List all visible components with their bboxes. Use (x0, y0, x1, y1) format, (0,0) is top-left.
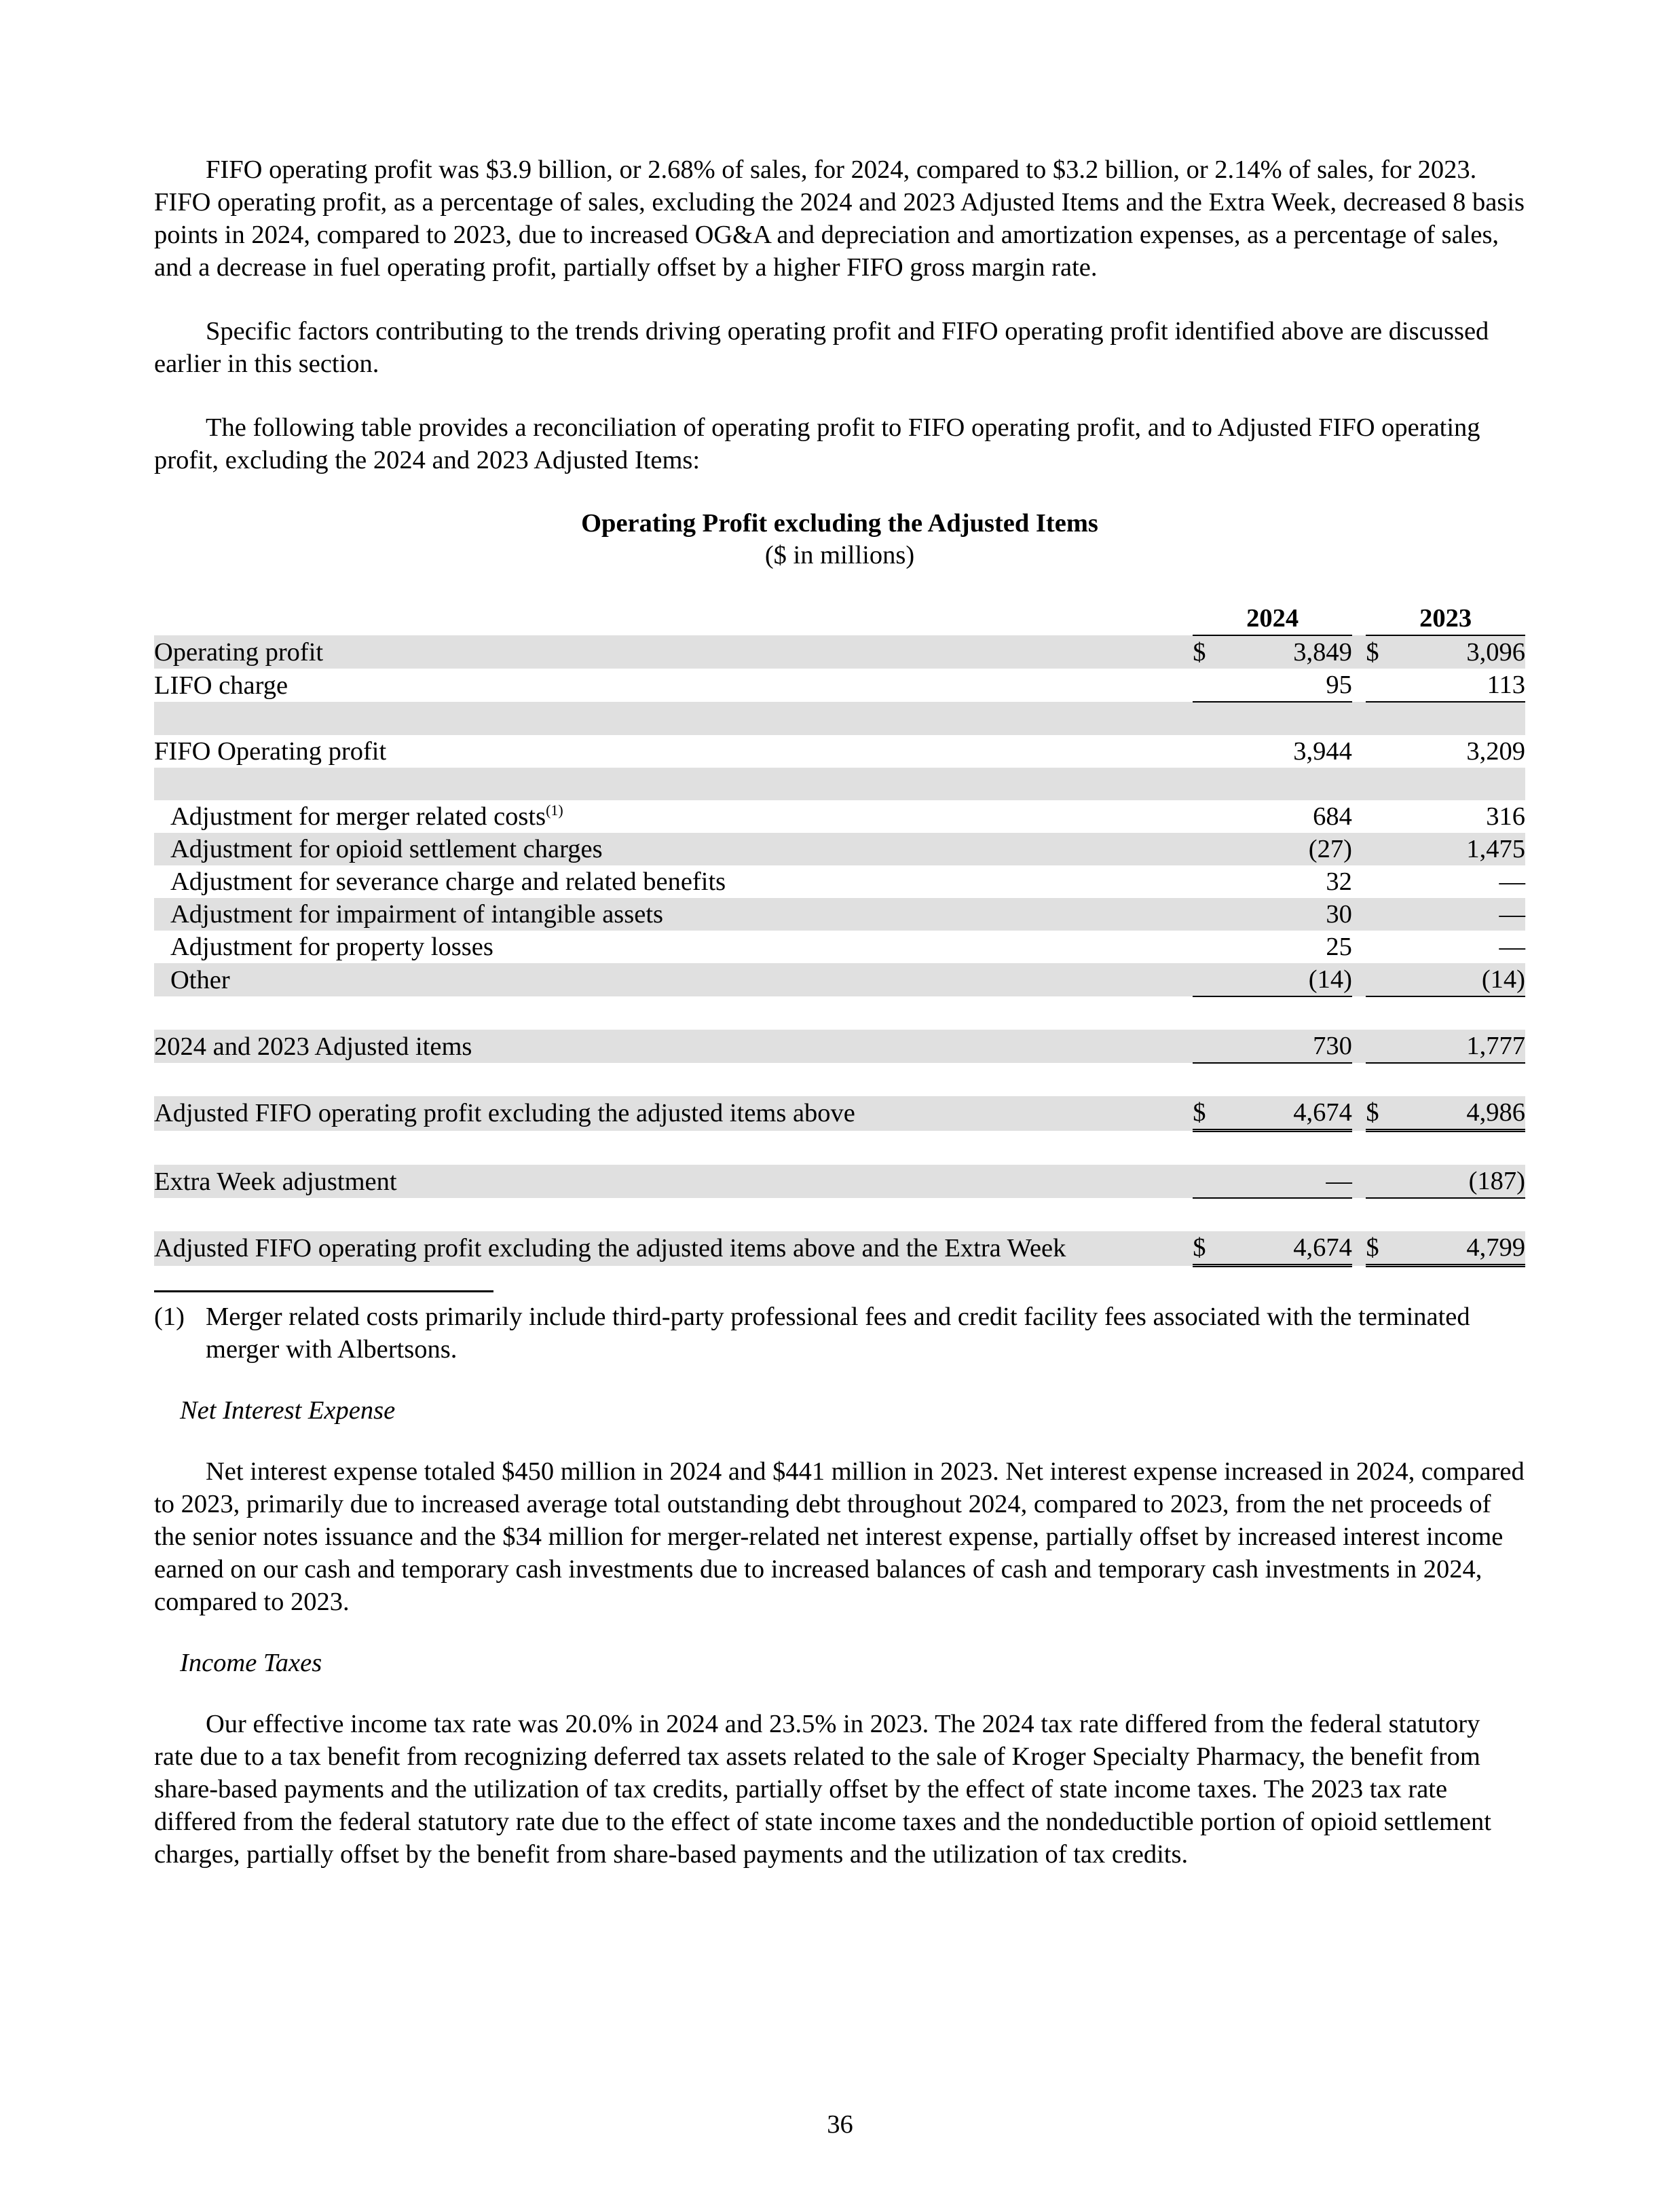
value-2024: 95 (1214, 669, 1352, 702)
row-label: Adjustment for property losses (170, 933, 493, 961)
row-label: Extra Week adjustment (154, 1165, 1193, 1198)
column-header-2024: 2024 (1193, 602, 1352, 635)
value-2024: (27) (1214, 833, 1352, 865)
dollar-sign: $ (1193, 635, 1214, 669)
table-spacer-row (154, 1198, 1525, 1231)
value-2024: 3,849 (1214, 635, 1352, 669)
value-2024: 4,674 (1214, 1096, 1352, 1131)
footnote-mark: (1) (154, 1303, 185, 1331)
paragraph-net-interest-expense: Net interest expense totaled $450 million in 2024 and $441 million in 2023. Net interest expense increased in 2024, compared to 2023, primarily due to increased average total outstanding debt throughout 2024, compared to 2023, from the net proceeds of the senior notes issuance and the $34 million for merger-related net interest expense, partially offset by increased interest income earned on our cash and temporary cash investments due to increased balances of cash and temporary cash investments in 2024, compared to 2023. (154, 1457, 1525, 1616)
dollar-sign: $ (1366, 1096, 1387, 1131)
table-row-operating-profit (154, 635, 1525, 669)
value-2024: 4,674 (1214, 1231, 1352, 1266)
dollar-sign: $ (1193, 1096, 1214, 1131)
table-row-adjusted-items (154, 1030, 1525, 1063)
dollar-sign: $ (1193, 1231, 1214, 1266)
value-2024: 25 (1326, 933, 1352, 961)
value-2023: (14) (1387, 963, 1525, 996)
table-row-fifo-operating-profit (154, 735, 1525, 768)
value-2024: 3,944 (1293, 737, 1352, 766)
paragraph-income-taxes: Our effective income tax rate was 20.0% in 2024 and 23.5% in 2023. The 2024 tax rate differed from the federal statutory rate due to a tax benefit from recognizing deferred tax assets related to the sale of Kroger Specialty Pharmacy, the benefit from share-based payments and the utilization of tax credits, partially offset by the effect of state income taxes. The 2023 tax rate differed from the federal statutory rate due to the effect of state income taxes and the nondeductible portion of opioid settlement charges, partially offset by the benefit from share-based payments and the utilization of tax credits. (154, 1710, 1491, 1869)
value-2023: 1,777 (1387, 1030, 1525, 1063)
value-2023: 4,799 (1387, 1231, 1525, 1266)
table-row-lifo-charge (154, 669, 1525, 702)
footnote-text: Merger related costs primarily include third-party professional fees and credit facility fees associated with the terminated merger with Albertsons. (206, 1303, 1470, 1364)
row-label: FIFO Operating profit (154, 737, 387, 766)
table-row-severance (154, 865, 1525, 898)
heading-net-interest-expense: Net Interest Expense (180, 1396, 396, 1425)
value-2024: 30 (1214, 898, 1352, 931)
row-label: Adjustment for impairment of intangible assets (154, 898, 1193, 931)
footnote-ref: (1) (546, 802, 563, 819)
table-row-other (154, 963, 1525, 996)
value-2023: 3,096 (1387, 635, 1525, 669)
page-number: 36 (827, 2110, 853, 2139)
table-title: Operating Profit excluding the Adjusted Items (581, 509, 1098, 538)
table-row-extra-week (154, 1165, 1525, 1198)
table-row-property (154, 931, 1525, 963)
value-2023: 1,475 (1387, 833, 1525, 865)
table-spacer-row (154, 768, 1525, 800)
value-2023: 3,209 (1466, 737, 1525, 766)
value-2023: — (1387, 898, 1525, 931)
table-row-adjusted-fifo-extra-week (154, 1231, 1525, 1266)
table-row-adjusted-fifo (154, 1096, 1525, 1131)
value-2023: 4,986 (1387, 1096, 1525, 1131)
document-page (154, 153, 1525, 1871)
value-2023: (187) (1387, 1165, 1525, 1198)
row-label: Adjusted FIFO operating profit excluding the adjusted items above (154, 1096, 1193, 1131)
row-label: Adjusted FIFO operating profit excluding the adjusted items above and the Extra Week (154, 1231, 1193, 1266)
footnote-divider (154, 1290, 493, 1292)
table-spacer-row (154, 702, 1525, 735)
table-subtitle: ($ in millions) (764, 541, 915, 569)
value-2023: 113 (1387, 669, 1525, 702)
paragraph-specific-factors: Specific factors contributing to the trends driving operating profit and FIFO operating profit identified above are discussed earlier in this section. (154, 317, 1489, 378)
paragraph-table-intro: The following table provides a reconciliation of operating profit to FIFO operating profit, and to Adjusted FIFO operating profit, excluding the 2024 and 2023 Adjusted Items: (154, 413, 1480, 474)
table-row-impairment (154, 898, 1525, 931)
value-2024: 730 (1214, 1030, 1352, 1063)
value-2024: 32 (1326, 867, 1352, 896)
table-spacer-row (154, 996, 1525, 1030)
footnote (154, 1301, 1525, 1366)
table-row-merger-costs (154, 800, 1525, 833)
row-label: Operating profit (154, 635, 1193, 669)
paragraph-fifo-operating-profit: FIFO operating profit was $3.9 billion, or 2.68% of sales, for 2024, compared to $3.2 billion, or 2.14% of sales, for 2023. FIFO operating profit, as a percentage of sales, excluding the 2024 and 2023 Adjusted Items and the Extra Week, decreased 8 basis points in 2024, compared to 2023, due to increased OG&A and depreciation and amortization expenses, as a percentage of sales, and a decrease in fuel operating profit, partially offset by a higher FIFO gross margin rate. (154, 155, 1525, 282)
row-label: Other (154, 963, 1193, 996)
row-label: Adjustment for opioid settlement charges (154, 833, 1193, 865)
table-spacer-row (154, 1063, 1525, 1096)
column-header-2023: 2023 (1366, 602, 1525, 635)
table-spacer-row (154, 1131, 1525, 1165)
dollar-sign: $ (1366, 1231, 1387, 1266)
row-label: Adjustment for severance charge and related benefits (170, 867, 726, 896)
dollar-sign: $ (1366, 635, 1387, 669)
table-title-block (154, 508, 1525, 572)
value-2024: 684 (1313, 802, 1352, 831)
row-label-text: Adjustment for merger related costs (170, 802, 546, 831)
table-header-row (154, 602, 1525, 635)
value-2023: — (1499, 867, 1525, 896)
table-row-opioid (154, 833, 1525, 865)
value-2024: (14) (1214, 963, 1352, 996)
row-label: 2024 and 2023 Adjusted items (154, 1030, 1193, 1063)
operating-profit-table (154, 602, 1525, 1267)
value-2023: — (1499, 933, 1525, 961)
heading-income-taxes: Income Taxes (180, 1649, 322, 1677)
value-2023: 316 (1486, 802, 1525, 831)
row-label: LIFO charge (154, 671, 288, 700)
value-2024: — (1214, 1165, 1352, 1198)
row-label (154, 800, 1193, 833)
